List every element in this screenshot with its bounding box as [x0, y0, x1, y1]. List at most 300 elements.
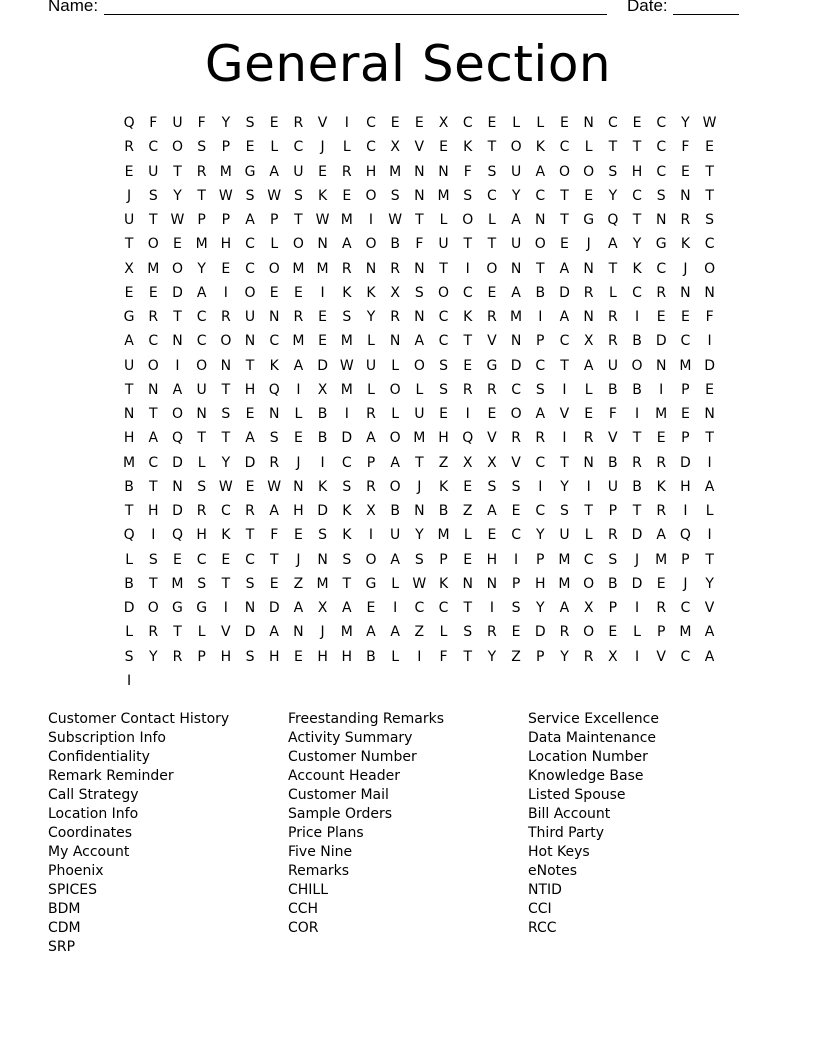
- grid-letter[interactable]: L: [463, 527, 472, 544]
- grid-letter[interactable]: T: [294, 212, 303, 229]
- grid-letter[interactable]: E: [318, 333, 328, 350]
- grid-letter[interactable]: Y: [511, 187, 521, 204]
- grid-letter[interactable]: R: [583, 648, 594, 665]
- grid-letter[interactable]: N: [486, 575, 498, 592]
- grid-letter[interactable]: M: [292, 260, 305, 277]
- grid-letter[interactable]: C: [245, 236, 255, 253]
- grid-letter[interactable]: A: [124, 333, 134, 350]
- grid-letter[interactable]: D: [680, 454, 691, 471]
- grid-letter[interactable]: I: [223, 284, 228, 301]
- grid-letter[interactable]: E: [173, 551, 182, 568]
- grid-letter[interactable]: K: [221, 527, 231, 544]
- grid-letter[interactable]: S: [197, 575, 207, 592]
- grid-letter[interactable]: K: [269, 357, 279, 374]
- grid-letter[interactable]: L: [342, 139, 351, 156]
- grid-letter[interactable]: E: [245, 406, 255, 423]
- grid-letter[interactable]: M: [413, 430, 426, 447]
- grid-letter[interactable]: T: [463, 236, 472, 253]
- grid-letter[interactable]: S: [608, 163, 618, 180]
- grid-letter[interactable]: N: [293, 478, 304, 495]
- grid-letter[interactable]: R: [148, 309, 159, 326]
- grid-letter[interactable]: L: [391, 648, 400, 665]
- grid-letter[interactable]: C: [656, 163, 667, 180]
- grid-letter[interactable]: N: [268, 406, 280, 423]
- grid-letter[interactable]: K: [656, 478, 666, 495]
- grid-letter[interactable]: E: [511, 503, 521, 520]
- grid-letter[interactable]: C: [680, 333, 691, 350]
- grid-letter[interactable]: K: [680, 236, 690, 253]
- grid-letter[interactable]: V: [656, 648, 666, 665]
- grid-letter[interactable]: R: [245, 503, 255, 520]
- grid-letter[interactable]: X: [583, 333, 594, 350]
- grid-letter[interactable]: C: [535, 357, 546, 374]
- grid-letter[interactable]: C: [366, 139, 376, 156]
- grid-letter[interactable]: N: [414, 260, 425, 277]
- grid-letter[interactable]: V: [608, 430, 618, 447]
- grid-letter[interactable]: K: [463, 309, 473, 326]
- grid-letter[interactable]: E: [148, 284, 158, 301]
- grid-letter[interactable]: R: [511, 430, 521, 447]
- grid-letter[interactable]: G: [244, 163, 256, 180]
- grid-letter[interactable]: C: [656, 139, 667, 156]
- grid-letter[interactable]: U: [607, 357, 618, 374]
- grid-letter[interactable]: M: [147, 260, 160, 277]
- grid-letter[interactable]: A: [559, 600, 570, 617]
- grid-letter[interactable]: S: [608, 551, 618, 568]
- grid-letter[interactable]: X: [366, 503, 376, 520]
- grid-letter[interactable]: R: [341, 163, 352, 180]
- grid-letter[interactable]: T: [608, 260, 618, 277]
- grid-letter[interactable]: F: [197, 115, 206, 132]
- grid-letter[interactable]: A: [656, 527, 666, 544]
- grid-letter[interactable]: T: [221, 430, 231, 447]
- grid-letter[interactable]: Y: [681, 115, 690, 132]
- grid-letter[interactable]: A: [559, 309, 570, 326]
- grid-letter[interactable]: C: [511, 381, 521, 398]
- grid-letter[interactable]: P: [511, 575, 521, 592]
- grid-letter[interactable]: O: [462, 212, 474, 229]
- grid-letter[interactable]: H: [293, 503, 304, 520]
- grid-letter[interactable]: C: [269, 333, 280, 350]
- grid-letter[interactable]: R: [124, 139, 134, 156]
- grid-letter[interactable]: O: [171, 139, 183, 156]
- grid-letter[interactable]: E: [293, 527, 303, 544]
- grid-letter[interactable]: A: [390, 454, 400, 471]
- grid-letter[interactable]: O: [147, 357, 159, 374]
- grid-letter[interactable]: K: [535, 139, 545, 156]
- grid-letter[interactable]: E: [656, 430, 666, 447]
- grid-letter[interactable]: A: [196, 284, 207, 301]
- grid-letter[interactable]: X: [608, 648, 618, 665]
- grid-letter[interactable]: S: [148, 551, 158, 568]
- grid-letter[interactable]: K: [366, 284, 376, 301]
- grid-letter[interactable]: D: [123, 600, 135, 617]
- grid-letter[interactable]: A: [245, 430, 255, 447]
- grid-letter[interactable]: E: [173, 236, 182, 253]
- grid-letter[interactable]: R: [293, 309, 304, 326]
- grid-letter[interactable]: N: [704, 406, 715, 423]
- grid-letter[interactable]: L: [584, 381, 593, 398]
- grid-letter[interactable]: T: [705, 187, 714, 204]
- grid-letter[interactable]: T: [584, 503, 593, 520]
- grid-letter[interactable]: C: [245, 551, 255, 568]
- grid-letter[interactable]: T: [149, 575, 158, 592]
- grid-letter[interactable]: C: [196, 333, 207, 350]
- grid-letter[interactable]: B: [632, 333, 642, 350]
- grid-letter[interactable]: W: [388, 212, 403, 229]
- grid-letter[interactable]: S: [318, 527, 328, 544]
- grid-letter[interactable]: V: [414, 139, 425, 156]
- grid-letter[interactable]: W: [267, 187, 282, 204]
- grid-letter[interactable]: N: [414, 163, 425, 180]
- grid-letter[interactable]: S: [197, 478, 207, 495]
- grid-letter[interactable]: R: [559, 624, 570, 641]
- grid-letter[interactable]: E: [560, 236, 569, 253]
- grid-letter[interactable]: A: [511, 284, 521, 301]
- grid-letter[interactable]: G: [365, 575, 377, 592]
- grid-letter[interactable]: L: [391, 575, 400, 592]
- grid-letter[interactable]: T: [149, 212, 158, 229]
- grid-letter[interactable]: T: [487, 139, 497, 156]
- grid-letter[interactable]: S: [342, 551, 352, 568]
- grid-letter[interactable]: A: [414, 333, 425, 350]
- grid-letter[interactable]: O: [292, 236, 304, 253]
- grid-letter[interactable]: R: [487, 309, 497, 326]
- grid-letter[interactable]: C: [704, 236, 715, 253]
- grid-letter[interactable]: E: [342, 187, 352, 204]
- grid-letter[interactable]: K: [342, 527, 352, 544]
- grid-letter[interactable]: D: [655, 333, 667, 350]
- grid-letter[interactable]: Y: [221, 454, 231, 471]
- grid-letter[interactable]: E: [560, 115, 569, 132]
- grid-letter[interactable]: C: [632, 284, 642, 301]
- grid-letter[interactable]: T: [197, 430, 206, 447]
- grid-letter[interactable]: T: [124, 381, 134, 398]
- grid-letter[interactable]: N: [317, 236, 328, 253]
- grid-letter[interactable]: T: [342, 575, 352, 592]
- grid-letter[interactable]: I: [634, 600, 640, 617]
- grid-letter[interactable]: D: [172, 503, 183, 520]
- grid-letter[interactable]: O: [268, 260, 280, 277]
- grid-letter[interactable]: T: [173, 309, 182, 326]
- grid-letter[interactable]: D: [244, 454, 256, 471]
- grid-letter[interactable]: Q: [123, 115, 135, 132]
- grid-letter[interactable]: F: [415, 236, 424, 253]
- grid-letter[interactable]: P: [221, 212, 231, 229]
- grid-letter[interactable]: P: [221, 139, 231, 156]
- grid-letter[interactable]: T: [463, 648, 472, 665]
- grid-letter[interactable]: L: [608, 284, 617, 301]
- grid-letter[interactable]: F: [270, 527, 279, 544]
- grid-letter[interactable]: J: [320, 139, 325, 156]
- grid-letter[interactable]: E: [656, 575, 666, 592]
- grid-letter[interactable]: U: [148, 163, 159, 180]
- grid-letter[interactable]: M: [558, 551, 571, 568]
- grid-letter[interactable]: E: [632, 115, 642, 132]
- grid-letter[interactable]: C: [680, 600, 691, 617]
- grid-letter[interactable]: O: [147, 236, 159, 253]
- grid-letter[interactable]: S: [511, 600, 521, 617]
- grid-letter[interactable]: E: [487, 406, 497, 423]
- grid-letter[interactable]: O: [558, 163, 570, 180]
- grid-letter[interactable]: T: [415, 454, 424, 471]
- grid-letter[interactable]: D: [244, 624, 256, 641]
- grid-letter[interactable]: A: [148, 430, 159, 447]
- grid-letter[interactable]: O: [389, 381, 401, 398]
- grid-letter[interactable]: E: [124, 163, 134, 180]
- grid-letter[interactable]: R: [656, 503, 667, 520]
- grid-letter[interactable]: G: [486, 357, 498, 374]
- grid-letter[interactable]: L: [633, 624, 641, 641]
- grid-letter[interactable]: F: [439, 648, 448, 665]
- grid-letter[interactable]: S: [439, 357, 448, 374]
- grid-letter[interactable]: V: [317, 115, 328, 132]
- grid-letter[interactable]: Q: [268, 381, 280, 398]
- grid-letter[interactable]: A: [366, 624, 376, 641]
- grid-letter[interactable]: D: [172, 454, 183, 471]
- grid-letter[interactable]: C: [366, 115, 376, 132]
- grid-letter[interactable]: A: [487, 503, 497, 520]
- grid-letter[interactable]: R: [366, 406, 376, 423]
- grid-letter[interactable]: M: [679, 624, 692, 641]
- grid-letter[interactable]: J: [683, 260, 688, 277]
- grid-letter[interactable]: J: [634, 551, 640, 568]
- grid-letter[interactable]: Z: [462, 503, 473, 520]
- grid-letter[interactable]: S: [463, 187, 473, 204]
- grid-letter[interactable]: I: [707, 527, 712, 544]
- grid-letter[interactable]: W: [315, 212, 330, 229]
- grid-letter[interactable]: Y: [173, 187, 182, 204]
- grid-letter[interactable]: V: [511, 454, 521, 471]
- grid-letter[interactable]: H: [486, 551, 498, 568]
- grid-letter[interactable]: F: [149, 115, 158, 132]
- grid-letter[interactable]: O: [171, 260, 183, 277]
- grid-letter[interactable]: T: [197, 187, 206, 204]
- grid-letter[interactable]: B: [390, 236, 400, 253]
- grid-letter[interactable]: H: [438, 430, 449, 447]
- grid-letter[interactable]: C: [632, 187, 642, 204]
- grid-letter[interactable]: P: [536, 551, 545, 568]
- grid-letter[interactable]: S: [705, 212, 715, 229]
- grid-letter[interactable]: T: [221, 381, 231, 398]
- grid-letter[interactable]: R: [680, 212, 691, 229]
- grid-letter[interactable]: I: [659, 381, 664, 398]
- grid-letter[interactable]: N: [583, 115, 594, 132]
- grid-letter[interactable]: I: [368, 527, 374, 544]
- grid-letter[interactable]: E: [463, 357, 473, 374]
- grid-letter[interactable]: E: [293, 648, 303, 665]
- grid-letter[interactable]: I: [562, 381, 567, 398]
- grid-letter[interactable]: Y: [366, 309, 376, 326]
- grid-letter[interactable]: A: [390, 624, 400, 641]
- grid-letter[interactable]: B: [317, 430, 328, 447]
- grid-letter[interactable]: E: [584, 406, 594, 423]
- grid-letter[interactable]: E: [390, 115, 400, 132]
- grid-letter[interactable]: I: [634, 309, 640, 326]
- grid-letter[interactable]: B: [632, 381, 642, 398]
- grid-letter[interactable]: E: [245, 139, 255, 156]
- grid-letter[interactable]: R: [341, 260, 352, 277]
- grid-letter[interactable]: M: [437, 187, 450, 204]
- grid-letter[interactable]: E: [705, 139, 715, 156]
- grid-letter[interactable]: K: [438, 478, 449, 495]
- grid-letter[interactable]: E: [705, 381, 715, 398]
- grid-letter[interactable]: Y: [536, 527, 545, 544]
- grid-letter[interactable]: R: [656, 600, 667, 617]
- grid-letter[interactable]: J: [127, 187, 132, 204]
- grid-letter[interactable]: B: [608, 454, 618, 471]
- grid-letter[interactable]: O: [438, 284, 450, 301]
- grid-letter[interactable]: R: [632, 454, 642, 471]
- grid-letter[interactable]: M: [679, 357, 692, 374]
- grid-letter[interactable]: T: [560, 357, 569, 374]
- grid-letter[interactable]: O: [486, 260, 498, 277]
- grid-letter[interactable]: J: [586, 236, 591, 253]
- grid-letter[interactable]: U: [438, 236, 449, 253]
- grid-letter[interactable]: A: [583, 357, 594, 374]
- grid-letter[interactable]: Q: [171, 430, 183, 447]
- grid-letter[interactable]: V: [704, 600, 715, 617]
- grid-letter[interactable]: E: [124, 284, 134, 301]
- grid-letter[interactable]: P: [439, 551, 448, 568]
- grid-letter[interactable]: A: [293, 357, 304, 374]
- grid-letter[interactable]: E: [366, 600, 376, 617]
- grid-letter[interactable]: T: [439, 260, 448, 277]
- grid-letter[interactable]: P: [608, 503, 618, 520]
- grid-letter[interactable]: A: [269, 503, 279, 520]
- grid-letter[interactable]: H: [535, 575, 546, 592]
- grid-letter[interactable]: S: [124, 648, 134, 665]
- grid-letter[interactable]: K: [318, 187, 328, 204]
- grid-letter[interactable]: X: [124, 260, 134, 277]
- grid-letter[interactable]: A: [245, 212, 255, 229]
- grid-letter[interactable]: A: [341, 236, 352, 253]
- grid-letter[interactable]: E: [463, 478, 473, 495]
- grid-letter[interactable]: U: [607, 478, 618, 495]
- grid-letter[interactable]: R: [487, 624, 497, 641]
- grid-letter[interactable]: I: [707, 454, 712, 471]
- grid-letter[interactable]: A: [535, 406, 546, 423]
- grid-letter[interactable]: B: [535, 284, 546, 301]
- grid-letter[interactable]: T: [536, 260, 545, 277]
- grid-letter[interactable]: D: [559, 284, 570, 301]
- grid-letter[interactable]: L: [391, 406, 400, 423]
- grid-letter[interactable]: B: [124, 575, 134, 592]
- grid-letter[interactable]: B: [608, 575, 618, 592]
- grid-letter[interactable]: O: [365, 187, 377, 204]
- grid-letter[interactable]: O: [365, 236, 377, 253]
- grid-letter[interactable]: D: [317, 357, 328, 374]
- grid-letter[interactable]: U: [293, 163, 304, 180]
- grid-letter[interactable]: L: [391, 357, 400, 374]
- grid-letter[interactable]: L: [294, 406, 303, 423]
- grid-letter[interactable]: T: [487, 236, 497, 253]
- grid-letter[interactable]: L: [415, 381, 424, 398]
- grid-letter[interactable]: T: [463, 600, 472, 617]
- grid-letter[interactable]: B: [317, 406, 328, 423]
- grid-letter[interactable]: M: [340, 381, 353, 398]
- grid-letter[interactable]: N: [535, 212, 546, 229]
- grid-letter[interactable]: L: [270, 236, 279, 253]
- grid-letter[interactable]: R: [172, 648, 183, 665]
- grid-letter[interactable]: F: [705, 309, 714, 326]
- grid-letter[interactable]: U: [123, 357, 135, 374]
- grid-letter[interactable]: M: [340, 624, 353, 641]
- grid-letter[interactable]: R: [535, 430, 546, 447]
- grid-letter[interactable]: T: [463, 333, 472, 350]
- grid-letter[interactable]: A: [704, 624, 715, 641]
- grid-letter[interactable]: L: [584, 139, 593, 156]
- grid-letter[interactable]: K: [318, 478, 328, 495]
- grid-letter[interactable]: U: [244, 309, 256, 326]
- grid-letter[interactable]: U: [414, 406, 425, 423]
- grid-letter[interactable]: E: [221, 551, 231, 568]
- grid-letter[interactable]: I: [634, 648, 640, 665]
- grid-letter[interactable]: O: [196, 357, 208, 374]
- grid-letter[interactable]: E: [293, 430, 303, 447]
- grid-letter[interactable]: N: [389, 333, 401, 350]
- grid-letter[interactable]: E: [680, 406, 690, 423]
- grid-letter[interactable]: R: [583, 430, 594, 447]
- grid-letter[interactable]: I: [465, 406, 470, 423]
- grid-letter[interactable]: O: [389, 430, 401, 447]
- grid-letter[interactable]: P: [681, 430, 690, 447]
- grid-letter[interactable]: R: [196, 503, 207, 520]
- grid-letter[interactable]: K: [342, 284, 352, 301]
- grid-letter[interactable]: C: [680, 648, 691, 665]
- grid-letter[interactable]: N: [244, 600, 256, 617]
- grid-letter[interactable]: S: [269, 430, 279, 447]
- grid-letter[interactable]: L: [536, 115, 545, 132]
- grid-letter[interactable]: H: [317, 648, 328, 665]
- grid-letter[interactable]: M: [655, 551, 668, 568]
- grid-letter[interactable]: U: [196, 381, 207, 398]
- grid-letter[interactable]: I: [175, 357, 180, 374]
- grid-letter[interactable]: Q: [171, 527, 183, 544]
- grid-letter[interactable]: Z: [438, 454, 449, 471]
- grid-letter[interactable]: R: [656, 454, 667, 471]
- grid-letter[interactable]: H: [631, 163, 643, 180]
- grid-letter[interactable]: N: [510, 333, 522, 350]
- grid-letter[interactable]: I: [368, 212, 374, 229]
- grid-letter[interactable]: E: [680, 163, 690, 180]
- grid-letter[interactable]: S: [245, 648, 255, 665]
- grid-letter[interactable]: Y: [560, 478, 569, 495]
- grid-letter[interactable]: E: [318, 309, 328, 326]
- grid-letter[interactable]: U: [365, 357, 377, 374]
- grid-letter[interactable]: Y: [705, 575, 714, 592]
- grid-letter[interactable]: T: [705, 163, 714, 180]
- grid-letter[interactable]: I: [538, 478, 543, 495]
- grid-letter[interactable]: I: [344, 115, 349, 132]
- grid-letter[interactable]: E: [293, 284, 303, 301]
- grid-letter[interactable]: A: [390, 551, 400, 568]
- grid-letter[interactable]: L: [705, 503, 714, 520]
- grid-letter[interactable]: E: [584, 187, 594, 204]
- grid-letter[interactable]: Y: [221, 115, 231, 132]
- grid-letter[interactable]: N: [220, 357, 232, 374]
- grid-letter[interactable]: T: [124, 503, 134, 520]
- grid-letter[interactable]: Y: [560, 648, 569, 665]
- grid-letter[interactable]: W: [218, 187, 233, 204]
- grid-letter[interactable]: O: [147, 600, 159, 617]
- grid-letter[interactable]: J: [296, 551, 301, 568]
- grid-letter[interactable]: U: [390, 527, 401, 544]
- grid-letter[interactable]: I: [465, 260, 470, 277]
- grid-letter[interactable]: Q: [462, 430, 474, 447]
- grid-letter[interactable]: Y: [487, 648, 497, 665]
- grid-letter[interactable]: C: [535, 187, 546, 204]
